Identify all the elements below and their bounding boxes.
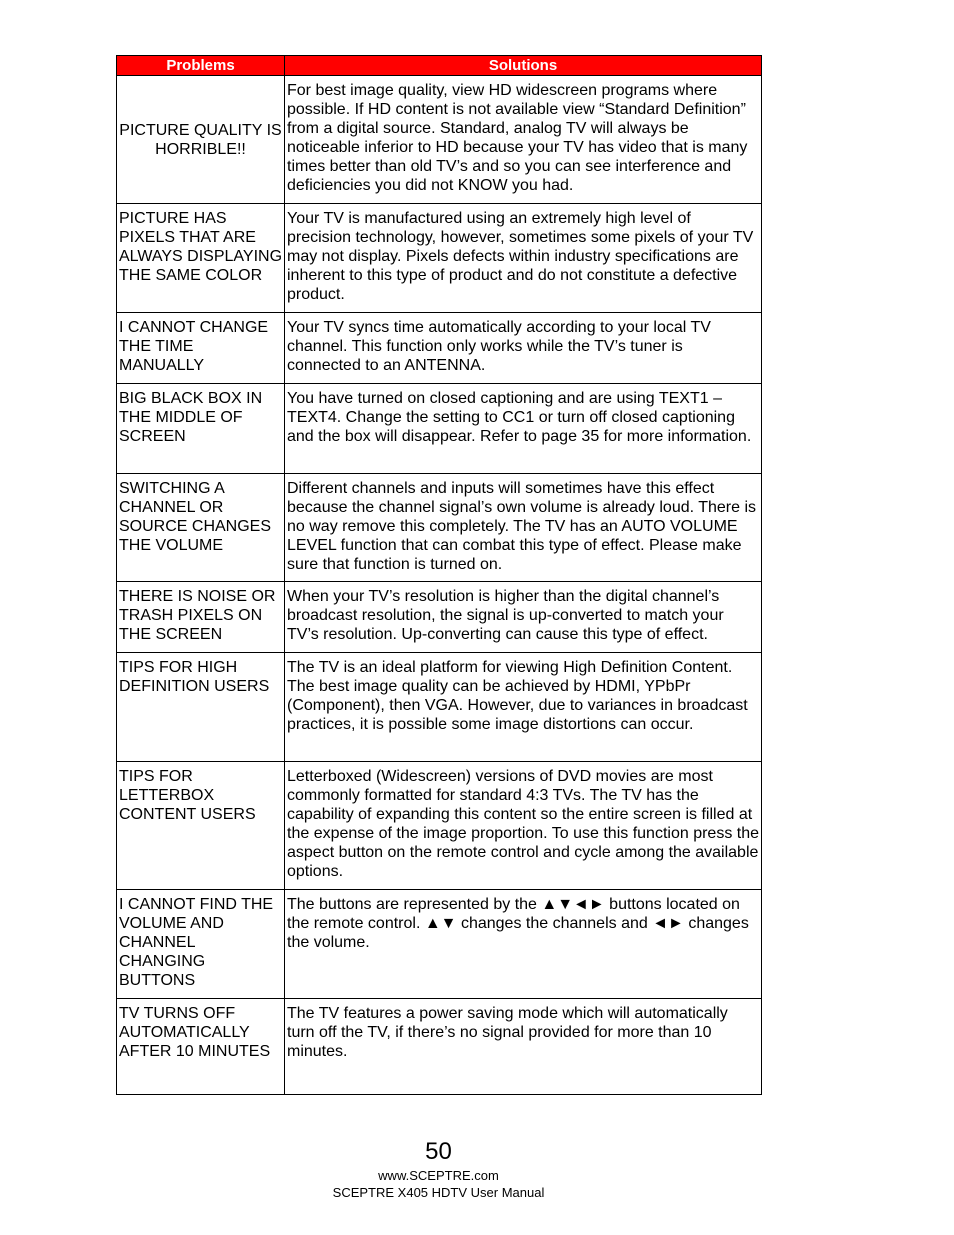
solution-cell: You have turned on closed captioning and are using TEXT1 – TEXT4. Change the setting to CC1 or turn off closed captioning and the box will disappear. Refer to page 35 for more information. — [285, 384, 762, 474]
table-row — [117, 582, 762, 653]
troubleshooting-table — [116, 55, 762, 1095]
footer-website: www.SCEPTRE.com — [378, 1168, 499, 1183]
problem-cell: I CANNOT FIND THE VOLUME AND CHANNEL CHANGING BUTTONS — [117, 890, 285, 999]
solution-cell: The TV features a power saving mode which will automatically turn off the TV, if there’s no signal provided for more than 10 minutes. — [285, 999, 762, 1095]
solution-cell: For best image quality, view HD widescreen programs where possible. If HD content is not available view “Standard Definition” from a digital source. Standard, analog TV will always be noticeable inferior to HD because your TV has video that is many times better than old TV’s and so you can see interference and deficiencies you did not KNOW you had. — [285, 76, 762, 204]
header-problems: Problems — [117, 56, 285, 76]
table-row — [117, 384, 762, 474]
table-row — [117, 474, 762, 582]
table-row — [117, 999, 762, 1095]
solution-cell: Your TV is manufactured using an extremely high level of precision technology, however, sometimes some pixels of your TV may not display. Pixels defects within industry specifications are inherent to this type of product and do not constitute a defective product. — [285, 204, 762, 313]
problem-cell: THERE IS NOISE OR TRASH PIXELS ON THE SCREEN — [117, 582, 285, 653]
solution-cell: The TV is an ideal platform for viewing High Definition Content. The best image quality can be achieved by HDMI, YPbPr (Component), then VGA. However, due to variances in broadcast practices, it is possible some image distortions can occur. — [285, 653, 762, 762]
problem-cell: PICTURE QUALITY IS HORRIBLE!! — [117, 76, 285, 204]
problem-cell: TIPS FOR LETTERBOX CONTENT USERS — [117, 762, 285, 890]
solution-cell: Letterboxed (Widescreen) versions of DVD movies are most commonly formatted for standard 4:3 TVs. The TV has the capability of expanding this content so the entire screen is filled at the expense of the image proportion. To use this function press the aspect button on the remote control and cycle among the available options. — [285, 762, 762, 890]
footer-manual-title: SCEPTRE X405 HDTV User Manual — [332, 1185, 545, 1200]
table-row — [117, 76, 762, 204]
solution-cell: When your TV’s resolution is higher than the digital channel’s broadcast resolution, the signal is up-converted to match your TV’s resolution. Up-converting can cause this type of effect. — [285, 582, 762, 653]
problem-cell: SWITCHING A CHANNEL OR SOURCE CHANGES THE VOLUME — [117, 474, 285, 582]
problem-cell: PICTURE HAS PIXELS THAT ARE ALWAYS DISPLAYING THE SAME COLOR — [117, 204, 285, 313]
problem-cell: TIPS FOR HIGH DEFINITION USERS — [117, 653, 285, 762]
table-row — [117, 313, 762, 384]
table-row — [117, 890, 762, 999]
page-number: 50 — [425, 1138, 452, 1165]
table-row — [117, 762, 762, 890]
problem-cell: I CANNOT CHANGE THE TIME MANUALLY — [117, 313, 285, 384]
solution-cell: Different channels and inputs will sometimes have this effect because the channel signal’s own volume is already loud. There is no way remove this completely. The TV has an AUTO VOLUME LEVEL function that can combat this type of effect. Please make sure that function is turned on. — [285, 474, 762, 582]
header-solutions: Solutions — [285, 56, 762, 76]
table-header-row — [117, 56, 762, 76]
solution-cell: The buttons are represented by the ▲▼◄► buttons located on the remote control. ▲▼ changes the channels and ◄► changes the volume. — [285, 890, 762, 999]
problem-cell: TV TURNS OFF AUTOMATICALLY AFTER 10 MINUTES — [117, 999, 285, 1095]
table-row — [117, 653, 762, 762]
solution-cell: Your TV syncs time automatically according to your local TV channel. This function only works while the TV’s tuner is connected to an ANTENNA. — [285, 313, 762, 384]
table-row — [117, 204, 762, 313]
problem-cell: BIG BLACK BOX IN THE MIDDLE OF SCREEN — [117, 384, 285, 474]
